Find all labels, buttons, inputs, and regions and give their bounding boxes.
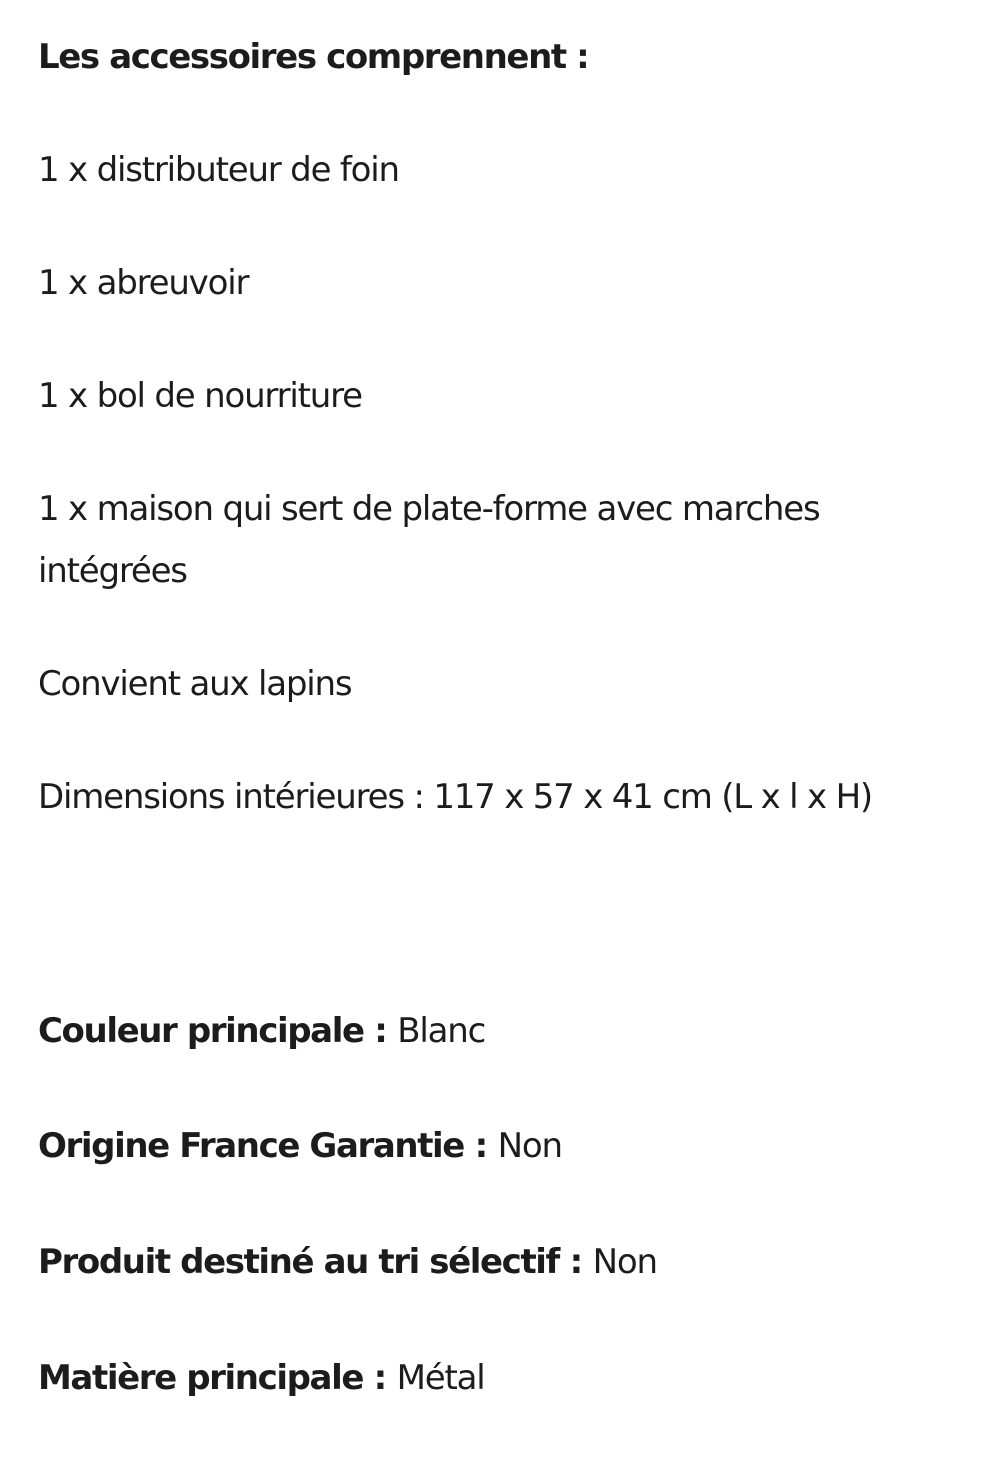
accessory-item-hay-dispenser: 1 x distributeur de foin: [38, 150, 399, 190]
spec-separator: :: [558, 1242, 593, 1282]
spec-label: Matière principale: [38, 1358, 363, 1398]
spec-separator: :: [362, 1358, 397, 1398]
spec-row-main-material: [38, 1347, 485, 1409]
accessory-item-house-platform: 1 x maison qui sert de plate-forme avec marches: [38, 489, 820, 529]
spec-row-origin-france: [38, 1115, 562, 1177]
spec-label: Couleur principale: [38, 1011, 364, 1051]
spec-separator: :: [463, 1126, 498, 1166]
spec-value: Non: [592, 1242, 657, 1282]
accessory-item-house-platform-continued: intégrées: [38, 551, 187, 591]
spec-row-main-color: [38, 1000, 485, 1062]
spec-label: Produit destiné au tri sélectif: [38, 1242, 559, 1282]
accessories-heading: Les accessoires comprennent :: [38, 37, 589, 77]
suitability-text: Convient aux lapins: [38, 664, 352, 704]
accessory-item-water-bottle: 1 x abreuvoir: [38, 263, 249, 303]
spec-value: Métal: [396, 1358, 485, 1398]
spec-value: Non: [497, 1126, 562, 1166]
spec-value: Blanc: [397, 1011, 486, 1051]
accessory-item-food-bowl: 1 x bol de nourriture: [38, 376, 362, 416]
spec-separator: :: [363, 1011, 398, 1051]
spec-row-selective-sorting: [38, 1231, 657, 1293]
interior-dimensions-text: Dimensions intérieures : 117 x 57 x 41 cm (L x l x H): [38, 777, 872, 817]
spec-label: Origine France Garantie: [38, 1126, 464, 1166]
